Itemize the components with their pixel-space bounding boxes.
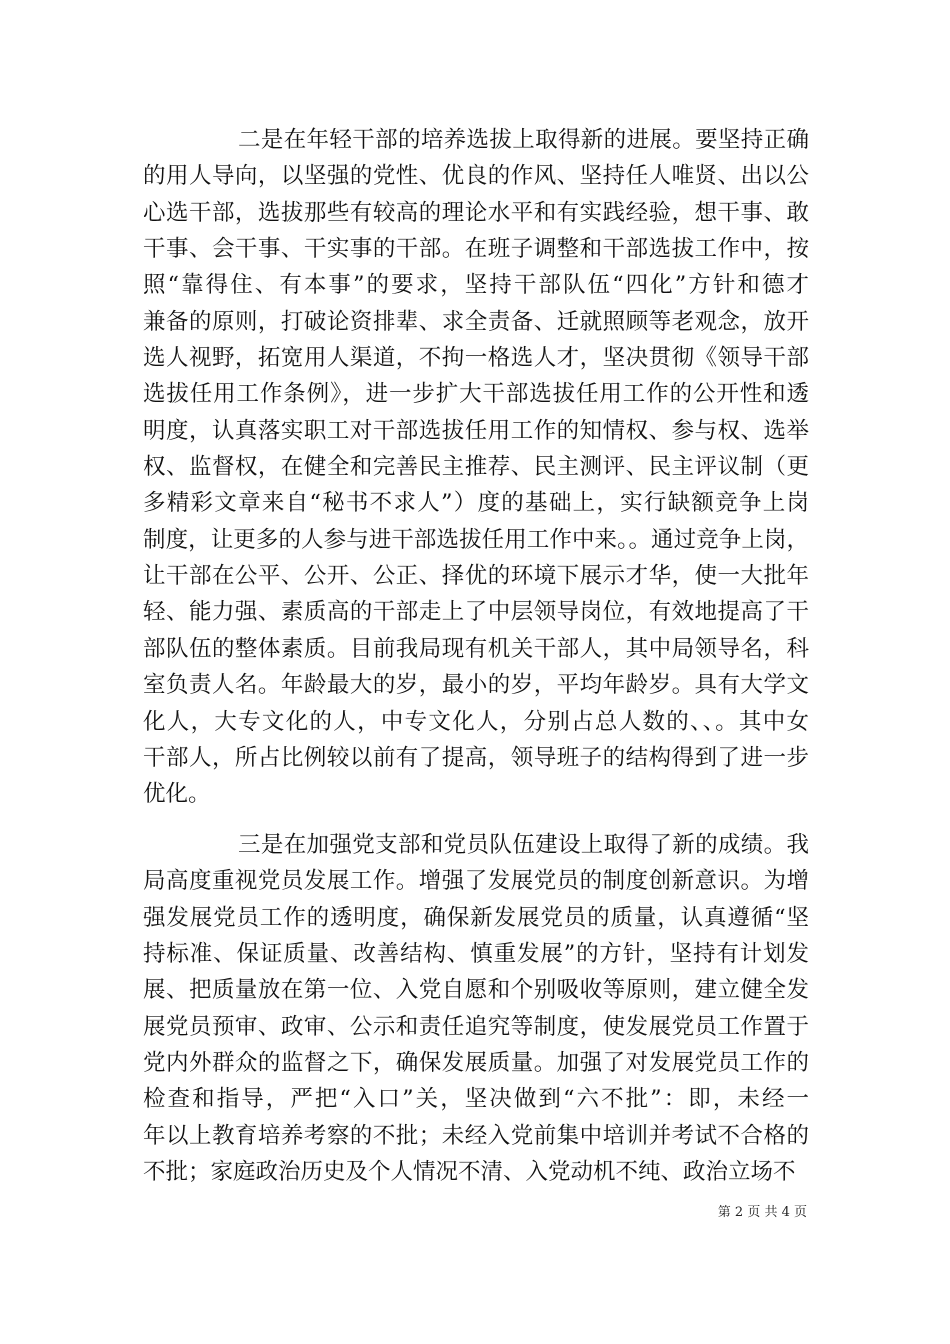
- text-line: 化人，大专文化的人，中专文化人，分别占总人数的、、。其中女: [143, 708, 809, 735]
- text-line: 照“靠得住、有本事”的要求，坚持干部队伍“四化”方针和德才: [143, 272, 809, 299]
- text-line: 干事、会干事、干实事的干部。在班子调整和干部选拔工作中，按: [143, 236, 809, 263]
- paragraph-young-cadres: [143, 122, 809, 813]
- text-line: 干部人，所占比例较以前有了提高，领导班子的结构得到了进一步: [143, 744, 809, 771]
- text-line: 部队伍的整体素质。目前我局现有机关干部人，其中局领导名，科: [143, 635, 809, 662]
- text-line: 选拔任用工作条例》，进一步扩大干部选拔任用工作的公开性和透: [143, 381, 809, 408]
- text-line: 不批；家庭政治历史及个人情况不清、入党动机不纯、政治立场不: [143, 1159, 796, 1186]
- text-line: 年以上教育培养考察的不批；未经入党前集中培训并考试不合格的: [143, 1122, 809, 1149]
- text-line: 选人视野，拓宽用人渠道，不拘一格选人才，坚决贯彻《领导干部: [143, 345, 809, 372]
- text-line: 持标准、保证质量、改善结构、慎重发展”的方针，坚持有计划发: [143, 941, 809, 968]
- text-line: 制度，让更多的人参与进干部选拔任用工作中来。。通过竞争上岗，: [143, 526, 809, 553]
- text-line: 二是在年轻干部的培养选拔上取得新的进展。要坚持正确: [238, 127, 809, 153]
- text-line: 明度，认真落实职工对干部选拔任用工作的知情权、参与权、选举: [143, 417, 809, 444]
- text-line: 党内外群众的监督之下，确保发展质量。加强了对发展党员工作的: [143, 1050, 809, 1077]
- text-line: 室负责人名。年龄最大的岁，最小的岁，平均年龄岁。具有大学文: [143, 672, 809, 699]
- text-line: 兼备的原则，打破论资排辈、求全责备、迁就照顾等老观念，放开: [143, 308, 809, 335]
- page-footer: 第 2 页 共 4 页: [717, 1205, 807, 1220]
- paragraph-party-branch: [143, 827, 809, 1190]
- text-line: 心选干部，选拔那些有较高的理论水平和有实践经验，想干事、敢: [143, 199, 809, 226]
- text-line: 检查和指导，严把“入口”关，坚决做到“六不批”：即，未经一: [143, 1086, 809, 1113]
- text-line: 让干部在公平、公开、公正、择优的环境下展示才华，使一大批年: [143, 563, 809, 590]
- text-line: 多精彩文章来自“秘书不求人”）度的基础上，实行缺额竞争上岗: [143, 490, 809, 517]
- text-line: 三是在加强党支部和党员队伍建设上取得了新的成绩。我: [238, 832, 809, 858]
- text-line: 展、把质量放在第一位、入党自愿和个别吸收等原则，建立健全发: [143, 977, 809, 1004]
- text-line: 展党员预审、政审、公示和责任追究等制度，使发展党员工作置于: [143, 1013, 809, 1040]
- text-line: 的用人导向，以坚强的党性、优良的作风、坚持任人唯贤、出以公: [143, 163, 809, 190]
- text-line: 轻、能力强、素质高的干部走上了中层领导岗位，有效地提高了干: [143, 599, 809, 626]
- text-line: 强发展党员工作的透明度，确保新发展党员的质量，认真遵循“坚: [143, 904, 809, 931]
- text-line: 权、监督权，在健全和完善民主推荐、民主测评、民主评议制（更: [143, 454, 809, 481]
- text-line: 优化。: [143, 781, 211, 808]
- text-line: 局高度重视党员发展工作。增强了发展党员的制度创新意识。为增: [143, 868, 809, 895]
